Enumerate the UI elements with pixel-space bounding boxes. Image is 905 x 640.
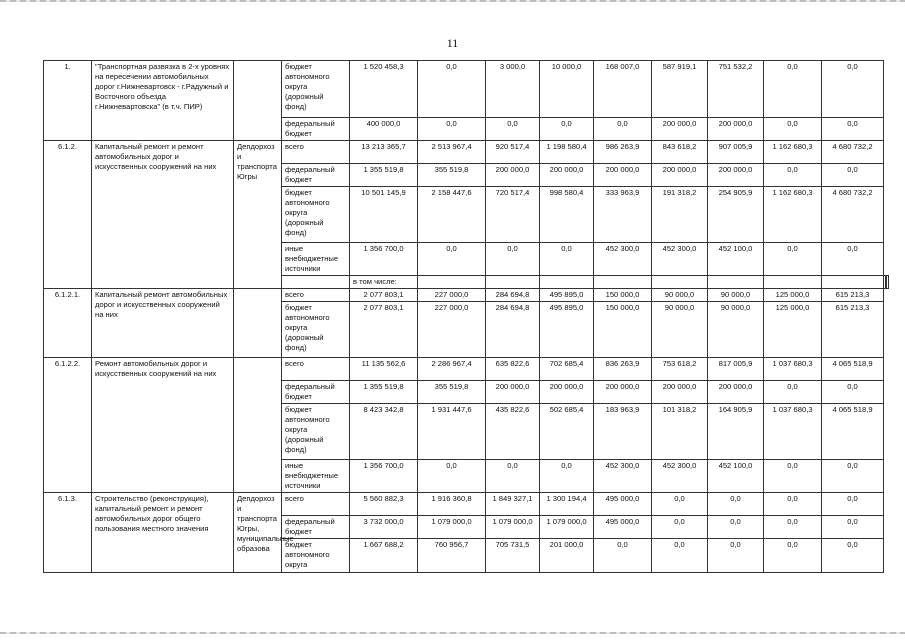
value-cell: 0,0 bbox=[764, 539, 822, 573]
value-cell: 0,0 bbox=[486, 460, 540, 493]
value-cell: 10 000,0 bbox=[540, 61, 594, 118]
measure-name: Капитальный ремонт автомобильных дорог и искусственных сооружений на них bbox=[92, 289, 234, 358]
table-row bbox=[44, 493, 889, 516]
value-cell: 0,0 bbox=[652, 539, 708, 573]
value-cell: 183 963,9 bbox=[594, 404, 652, 460]
value-cell: 495 000,0 bbox=[594, 493, 652, 516]
value-cell: 284 694,8 bbox=[486, 289, 540, 302]
value-cell: 452 100,0 bbox=[708, 243, 764, 276]
value-cell bbox=[594, 276, 652, 289]
value-cell: 1 356 700,0 bbox=[350, 243, 418, 276]
value-cell: 11 135 562,6 bbox=[350, 358, 418, 381]
value-cell: 817 005,9 bbox=[708, 358, 764, 381]
value-cell: 0,0 bbox=[418, 460, 486, 493]
table-row bbox=[44, 358, 889, 381]
budget-table bbox=[43, 60, 889, 573]
value-cell: 0,0 bbox=[418, 61, 486, 118]
value-cell: 615 213,3 bbox=[822, 289, 884, 302]
value-cell: 452 300,0 bbox=[594, 243, 652, 276]
value-cell: 0,0 bbox=[708, 516, 764, 539]
value-cell: 843 618,2 bbox=[652, 141, 708, 164]
value-cell bbox=[822, 276, 884, 289]
funding-source: бюджет автономного округа bbox=[282, 539, 350, 573]
value-cell: 191 318,2 bbox=[652, 187, 708, 243]
value-cell: 90 000,0 bbox=[708, 302, 764, 358]
value-cell: 400 000,0 bbox=[350, 118, 418, 141]
value-cell: 4 680 732,2 bbox=[822, 187, 884, 243]
value-cell: 452 300,0 bbox=[652, 243, 708, 276]
value-cell: 0,0 bbox=[764, 164, 822, 187]
value-cell: 355 519,8 bbox=[418, 164, 486, 187]
value-cell: 1 355 519,8 bbox=[350, 381, 418, 404]
value-cell: 0,0 bbox=[594, 539, 652, 573]
page-number: 11 bbox=[446, 36, 459, 50]
value-cell: 200 000,0 bbox=[652, 164, 708, 187]
row-number: 6.1.2. bbox=[44, 141, 92, 289]
value-cell: 2 077 803,1 bbox=[350, 289, 418, 302]
funding-source: всего bbox=[282, 289, 350, 302]
value-cell: 0,0 bbox=[764, 118, 822, 141]
value-cell: 615 213,3 bbox=[822, 302, 884, 358]
executor: Депдорхоз и транспорта Югры, муниципальные образова bbox=[234, 493, 282, 573]
funding-source: федеральный бюджет bbox=[282, 118, 350, 141]
value-cell: 836 263,9 bbox=[594, 358, 652, 381]
value-cell: 200 000,0 bbox=[652, 381, 708, 404]
scan-edge-bottom bbox=[0, 632, 905, 634]
value-cell: 0,0 bbox=[486, 243, 540, 276]
value-cell: 2 158 447,6 bbox=[418, 187, 486, 243]
funding-source: бюджет автономного округа (дорожный фонд) bbox=[282, 187, 350, 243]
value-cell: 8 423 342,8 bbox=[350, 404, 418, 460]
funding-source: федеральный бюджет bbox=[282, 381, 350, 404]
funding-source: бюджет автономного округа (дорожный фонд) bbox=[282, 302, 350, 358]
executor bbox=[418, 276, 486, 289]
funding-source: всего bbox=[282, 493, 350, 516]
measure-name: "Транспортная развязка в 2-х уровнях на пересечении автомобильных дорог г.Нижневартовск - г.Радужный и Восточного объезда г.Нижневартовска" (в т.ч. ПИР) bbox=[92, 61, 234, 141]
value-cell: 907 005,9 bbox=[708, 141, 764, 164]
value-cell: 495 895,0 bbox=[540, 302, 594, 358]
value-cell: 150 000,0 bbox=[594, 302, 652, 358]
value-cell: 2 286 967,4 bbox=[418, 358, 486, 381]
value-cell: 90 000,0 bbox=[652, 302, 708, 358]
value-cell: 0,0 bbox=[764, 460, 822, 493]
value-cell: 452 300,0 bbox=[594, 460, 652, 493]
value-cell: 90 000,0 bbox=[708, 289, 764, 302]
value-cell bbox=[764, 276, 822, 289]
value-cell: 333 963,9 bbox=[594, 187, 652, 243]
value-cell: 1 037 680,3 bbox=[764, 358, 822, 381]
value-cell: 495 000,0 bbox=[594, 516, 652, 539]
value-cell: 753 618,2 bbox=[652, 358, 708, 381]
value-cell bbox=[887, 276, 889, 289]
value-cell: 1 849 327,1 bbox=[486, 493, 540, 516]
value-cell: 0,0 bbox=[822, 516, 884, 539]
value-cell: 200 000,0 bbox=[594, 164, 652, 187]
value-cell: 1 667 688,2 bbox=[350, 539, 418, 573]
table-row bbox=[44, 61, 889, 118]
row-number: 6.1.2.2. bbox=[44, 358, 92, 493]
value-cell: 4 680 732,2 bbox=[822, 141, 884, 164]
value-cell: 125 000,0 bbox=[764, 289, 822, 302]
executor bbox=[234, 358, 282, 493]
value-cell: 720 517,4 bbox=[486, 187, 540, 243]
value-cell: 0,0 bbox=[764, 493, 822, 516]
funding-source: всего bbox=[282, 358, 350, 381]
funding-source: бюджет автономного округа (дорожный фонд) bbox=[282, 404, 350, 460]
value-cell: 0,0 bbox=[652, 516, 708, 539]
funding-source: иные внебюджетные источники bbox=[282, 460, 350, 493]
value-cell: 200 000,0 bbox=[540, 381, 594, 404]
value-cell: 200 000,0 bbox=[708, 164, 764, 187]
executor: Депдорхоз и транспорта Югры bbox=[234, 141, 282, 289]
value-cell: 0,0 bbox=[822, 164, 884, 187]
value-cell: 200 000,0 bbox=[594, 381, 652, 404]
value-cell: 200 000,0 bbox=[652, 118, 708, 141]
value-cell: 2 513 967,4 bbox=[418, 141, 486, 164]
value-cell: 760 956,7 bbox=[418, 539, 486, 573]
measure-name: Строительство (реконструкция), капитальный ремонт и ремонт автомобильных дорог общего пользования местного значения bbox=[92, 493, 234, 573]
value-cell: 0,0 bbox=[486, 118, 540, 141]
value-cell: 1 355 519,8 bbox=[350, 164, 418, 187]
value-cell: 2 077 803,1 bbox=[350, 302, 418, 358]
value-cell: 751 532,2 bbox=[708, 61, 764, 118]
value-cell: 452 100,0 bbox=[708, 460, 764, 493]
value-cell: 502 685,4 bbox=[540, 404, 594, 460]
value-cell: 3 000,0 bbox=[486, 61, 540, 118]
value-cell: 452 300,0 bbox=[652, 460, 708, 493]
row-number bbox=[282, 276, 350, 289]
value-cell: 0,0 bbox=[708, 539, 764, 573]
funding-source: бюджет автономного округа (дорожный фонд) bbox=[282, 61, 350, 118]
value-cell: 0,0 bbox=[822, 381, 884, 404]
value-cell: 1 079 000,0 bbox=[540, 516, 594, 539]
value-cell: 1 300 194,4 bbox=[540, 493, 594, 516]
value-cell: 0,0 bbox=[764, 243, 822, 276]
measure-name: Ремонт автомобильных дорог и искусственных сооружений на них bbox=[92, 358, 234, 493]
value-cell: 90 000,0 bbox=[652, 289, 708, 302]
funding-source: федеральный бюджет bbox=[282, 164, 350, 187]
value-cell: 1 916 360,8 bbox=[418, 493, 486, 516]
value-cell: 1 079 000,0 bbox=[486, 516, 540, 539]
funding-source: иные внебюджетные источники bbox=[282, 243, 350, 276]
value-cell: 200 000,0 bbox=[486, 164, 540, 187]
value-cell: 0,0 bbox=[822, 539, 884, 573]
value-cell: 1 520 458,3 bbox=[350, 61, 418, 118]
value-cell: 0,0 bbox=[708, 493, 764, 516]
value-cell: 10 501 145,9 bbox=[350, 187, 418, 243]
value-cell: 101 318,2 bbox=[652, 404, 708, 460]
value-cell: 0,0 bbox=[540, 243, 594, 276]
value-cell bbox=[540, 276, 594, 289]
value-cell: 705 731,5 bbox=[486, 539, 540, 573]
value-cell: 0,0 bbox=[418, 243, 486, 276]
value-cell: 164 905,9 bbox=[708, 404, 764, 460]
value-cell: 201 000,0 bbox=[540, 539, 594, 573]
value-cell: 1 931 447,6 bbox=[418, 404, 486, 460]
value-cell: 200 000,0 bbox=[708, 381, 764, 404]
value-cell: 0,0 bbox=[418, 118, 486, 141]
executor bbox=[234, 289, 282, 358]
table-row bbox=[44, 141, 889, 164]
value-cell: 0,0 bbox=[822, 118, 884, 141]
value-cell: 1 198 580,4 bbox=[540, 141, 594, 164]
value-cell: 986 263,9 bbox=[594, 141, 652, 164]
value-cell: 0,0 bbox=[594, 118, 652, 141]
value-cell: 0,0 bbox=[540, 460, 594, 493]
value-cell: 355 519,8 bbox=[418, 381, 486, 404]
value-cell bbox=[652, 276, 708, 289]
value-cell: 254 905,9 bbox=[708, 187, 764, 243]
funding-source: федеральный бюджет bbox=[282, 516, 350, 539]
value-cell: 4 065 518,9 bbox=[822, 358, 884, 381]
value-cell: 0,0 bbox=[764, 381, 822, 404]
value-cell: 0,0 bbox=[652, 493, 708, 516]
table-row bbox=[44, 289, 889, 302]
value-cell: 587 919,1 bbox=[652, 61, 708, 118]
measure-name: Капитальный ремонт и ремонт автомобильных дорог и искусственных сооружений на них bbox=[92, 141, 234, 289]
value-cell bbox=[708, 276, 764, 289]
value-cell: 150 000,0 bbox=[594, 289, 652, 302]
value-cell: 227 000,0 bbox=[418, 289, 486, 302]
value-cell: 168 007,0 bbox=[594, 61, 652, 118]
value-cell: 0,0 bbox=[822, 243, 884, 276]
row-number: 6.1.2.1. bbox=[44, 289, 92, 358]
value-cell: 13 213 365,7 bbox=[350, 141, 418, 164]
value-cell: 635 822,6 bbox=[486, 358, 540, 381]
value-cell: 284 694,8 bbox=[486, 302, 540, 358]
value-cell: 125 000,0 bbox=[764, 302, 822, 358]
value-cell: 1 079 000,0 bbox=[418, 516, 486, 539]
value-cell: 0,0 bbox=[764, 516, 822, 539]
funding-source bbox=[486, 276, 540, 289]
value-cell: 200 000,0 bbox=[486, 381, 540, 404]
value-cell: 1 356 700,0 bbox=[350, 460, 418, 493]
row-number: 6.1.3. bbox=[44, 493, 92, 573]
value-cell: 0,0 bbox=[822, 460, 884, 493]
row-number: 1. bbox=[44, 61, 92, 141]
value-cell: 3 732 000,0 bbox=[350, 516, 418, 539]
value-cell: 702 685,4 bbox=[540, 358, 594, 381]
value-cell: 0,0 bbox=[764, 61, 822, 118]
value-cell: 998 580,4 bbox=[540, 187, 594, 243]
including-label: в том числе: bbox=[350, 276, 418, 289]
value-cell: 0,0 bbox=[540, 118, 594, 141]
value-cell: 227 000,0 bbox=[418, 302, 486, 358]
value-cell: 435 822,6 bbox=[486, 404, 540, 460]
scan-edge-top bbox=[0, 0, 905, 2]
value-cell: 0,0 bbox=[822, 493, 884, 516]
value-cell: 1 162 680,3 bbox=[764, 141, 822, 164]
value-cell: 200 000,0 bbox=[540, 164, 594, 187]
executor bbox=[234, 61, 282, 141]
funding-source: всего bbox=[282, 141, 350, 164]
value-cell: 1 037 680,3 bbox=[764, 404, 822, 460]
value-cell: 920 517,4 bbox=[486, 141, 540, 164]
value-cell: 1 162 680,3 bbox=[764, 187, 822, 243]
value-cell: 4 065 518,9 bbox=[822, 404, 884, 460]
value-cell: 5 560 882,3 bbox=[350, 493, 418, 516]
value-cell: 200 000,0 bbox=[708, 118, 764, 141]
value-cell: 0,0 bbox=[822, 61, 884, 118]
value-cell: 495 895,0 bbox=[540, 289, 594, 302]
